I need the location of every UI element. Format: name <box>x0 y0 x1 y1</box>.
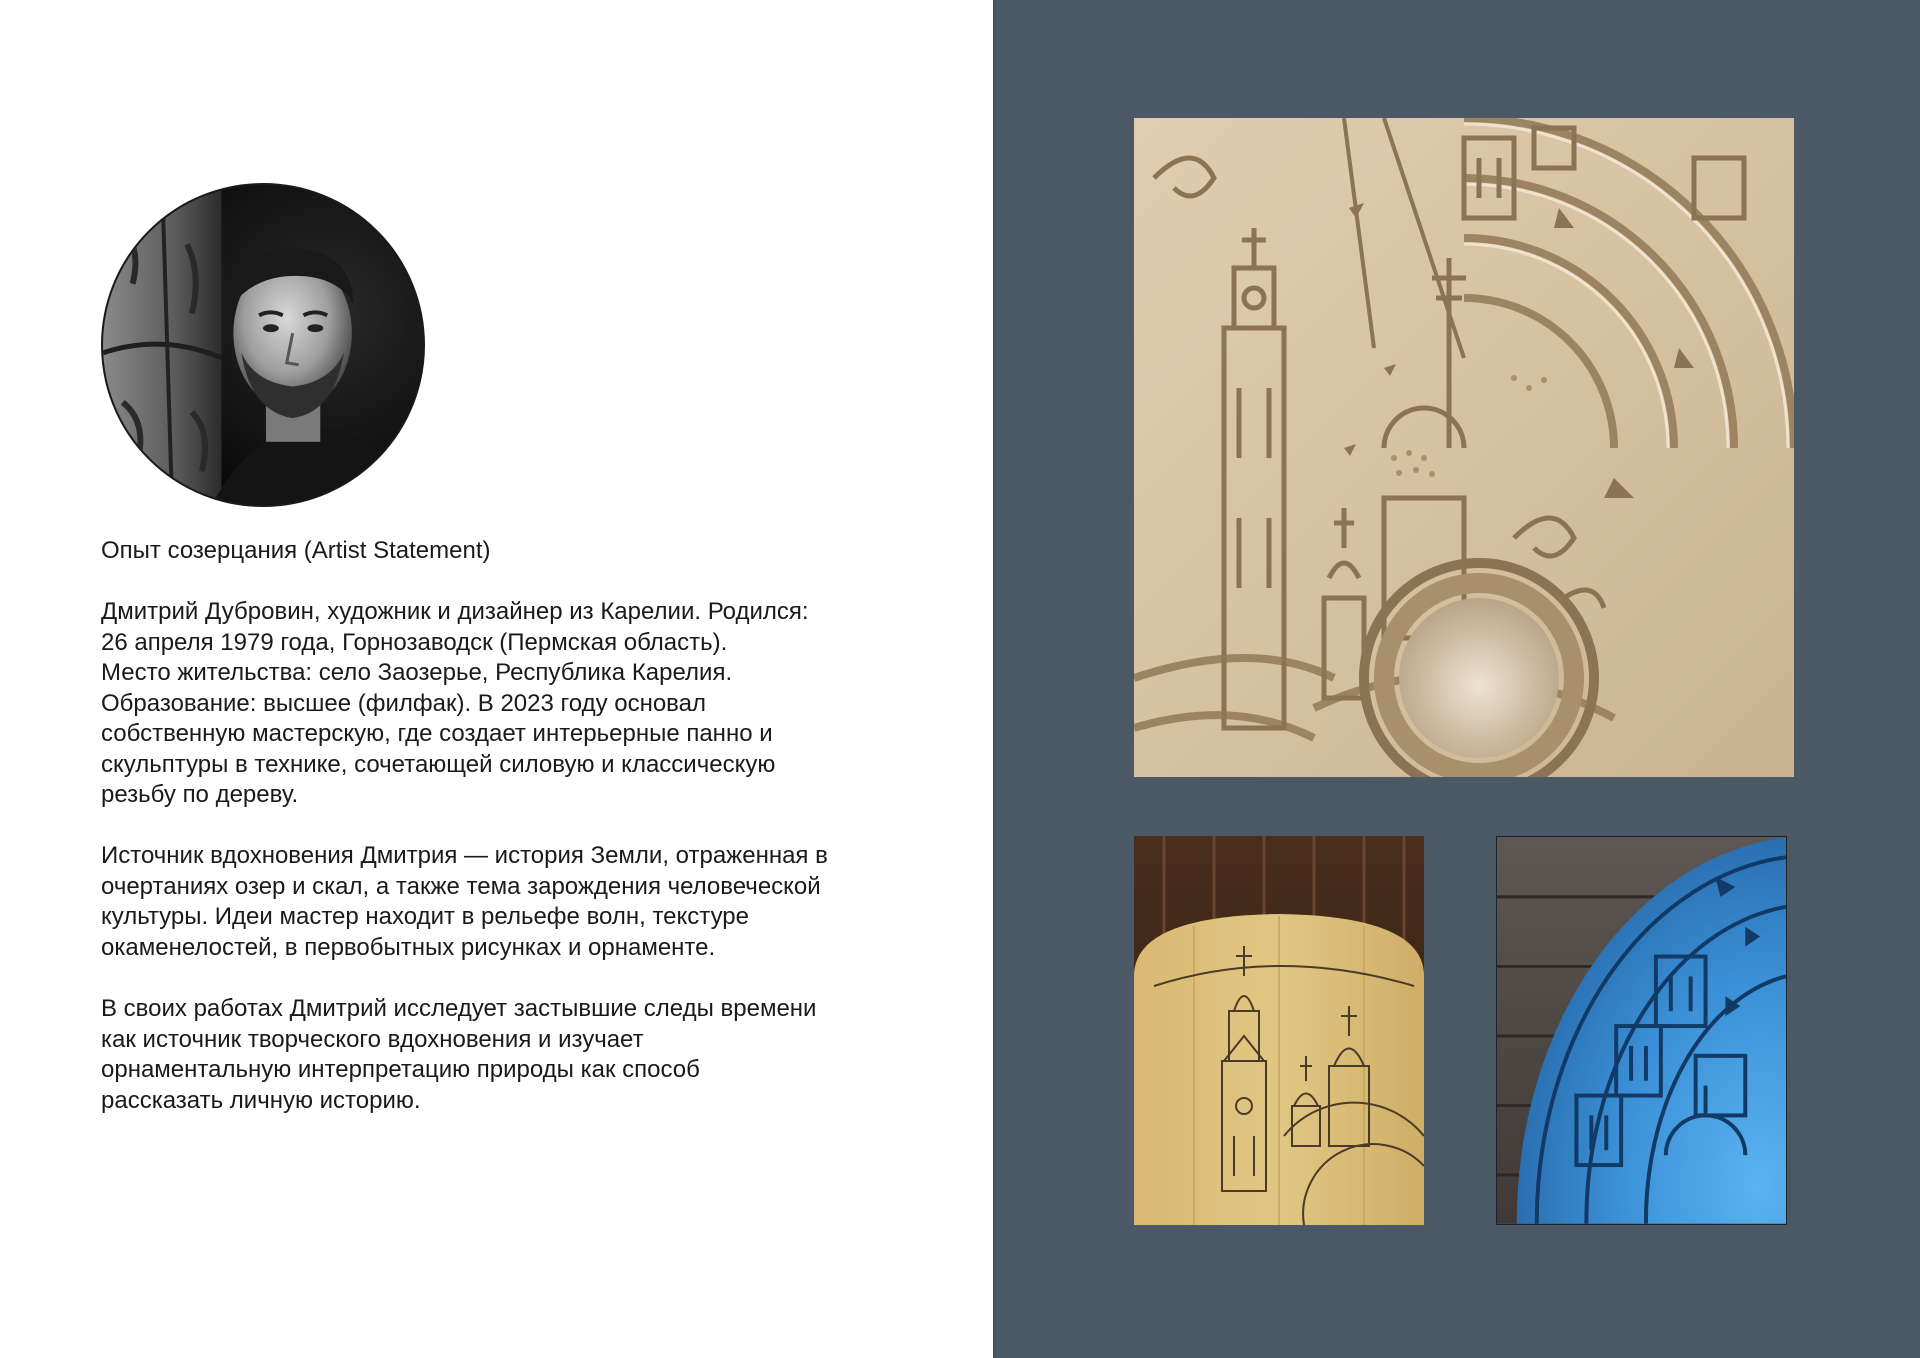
text-line: резьбу по дереву. <box>101 781 299 808</box>
text-line: окаменелостей, в первобытных рисунках и орнаменте. <box>101 933 716 961</box>
sketch-panel-photo <box>1134 836 1424 1225</box>
research-paragraph <box>101 994 901 1116</box>
text-line: как источник творческого вдохновения и изучает <box>101 1025 644 1053</box>
text-line: Источник вдохновения Дмитрия — история Земли, отраженная в <box>101 842 828 869</box>
text-line: В своих работах Дмитрий исследует застывшие следы времени <box>101 995 817 1022</box>
text-line: рассказать личную историю. <box>101 1086 421 1114</box>
text-line: культуры. Идеи мастер находит в рельефе волн, текстуре <box>101 903 749 930</box>
blue-panel-photo <box>1496 836 1787 1225</box>
text-line: Дмитрий Дубровин, художник и дизайнер из Карелии. Родился: <box>101 598 809 625</box>
text-line: 26 апреля 1979 года, Горнозаводск (Пермская область). <box>101 628 728 656</box>
artist-portrait <box>101 183 425 507</box>
text-line: скульптуры в технике, сочетающей силовую и классическую <box>101 750 776 778</box>
inspiration-paragraph <box>101 841 901 963</box>
text-line: орнаментальную интерпретацию природы как способ <box>101 1056 700 1083</box>
text-line: Место жительства: село Заозерье, Республика Карелия. <box>101 659 733 686</box>
text-line: очертаниях озер и скал, а также тема зарождения человеческой <box>101 872 821 900</box>
carved-panel-photo <box>1134 118 1794 777</box>
bio-paragraph <box>101 597 901 811</box>
text-line: Образование: высшее (филфак). В 2023 году основал <box>101 689 707 717</box>
statement-heading: Опыт созерцания (Artist Statement) <box>101 537 491 564</box>
text-line: собственную мастерскую, где создает интерьерные панно и <box>101 720 773 747</box>
